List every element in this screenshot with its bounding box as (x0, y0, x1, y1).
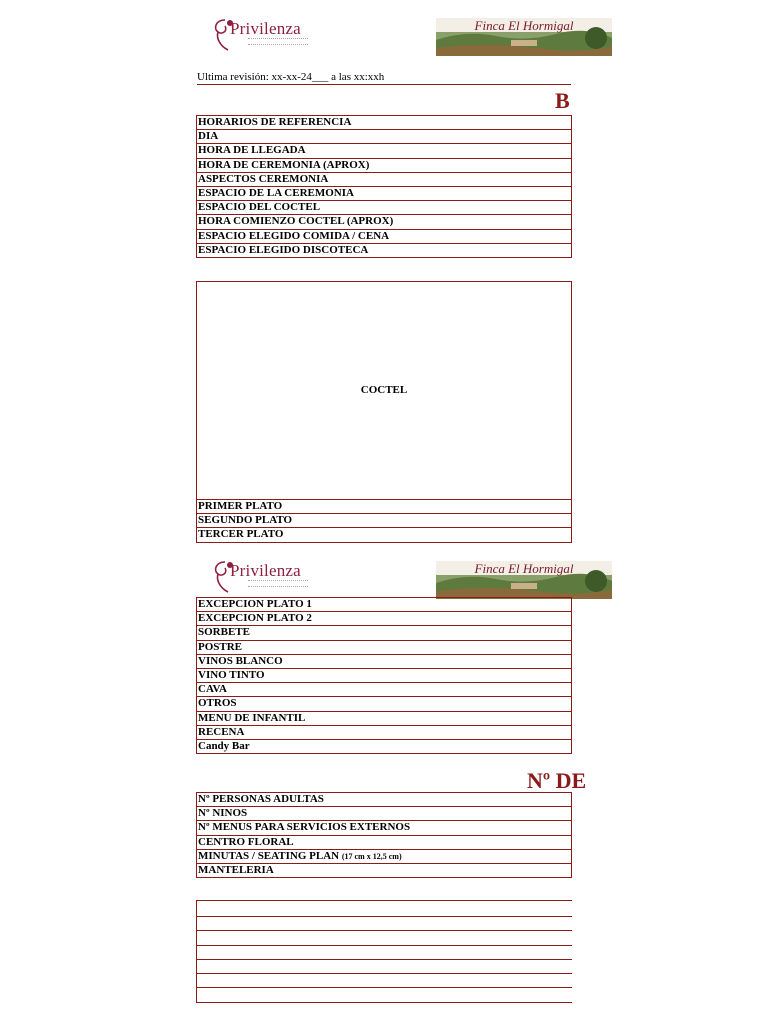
table-row: VINO TINTO (197, 669, 571, 683)
table-row: RECENA (197, 726, 571, 740)
table-row: PRIMER PLATO (197, 500, 571, 514)
empty-line (196, 973, 572, 987)
finca-logo-title: Finca El Hormigal (474, 18, 574, 33)
finca-logo (436, 18, 612, 56)
section-heading-nde: Nº DE (527, 768, 587, 793)
table-row: DIA (197, 130, 571, 144)
empty-line (196, 900, 572, 916)
finca-logo-2 (436, 561, 612, 599)
empty-line (196, 945, 572, 959)
empty-line (196, 1002, 572, 1003)
empty-line (196, 930, 572, 944)
menu-table (196, 597, 572, 754)
table-row: CENTRO FLORAL (197, 836, 571, 850)
table-row: ESPACIO ELEGIDO COMIDA / CENA (197, 230, 571, 244)
privilenza-tagline (248, 580, 308, 587)
table-row: HORA DE LLEGADA (197, 144, 571, 158)
table-row: MENU DE INFANTIL (197, 712, 571, 726)
table-row: POSTRE (197, 641, 571, 655)
table-row: HORA DE CEREMONIA (APROX) (197, 159, 571, 173)
privilenza-tagline (248, 38, 308, 45)
table-row: TERCER PLATO (198, 528, 284, 541)
horarios-table (196, 115, 572, 258)
table-row: ESPACIO ELEGIDO DISCOTECA (198, 243, 369, 256)
privilenza-logo (210, 16, 325, 56)
table-row: HORA COMIENZO COCTEL (APROX) (197, 215, 571, 229)
table-row: HORARIOS DE REFERENCIA (197, 116, 571, 130)
table-row: MANTELERIA (198, 863, 274, 876)
empty-line (196, 959, 572, 973)
table-row: CAVA (197, 683, 571, 697)
table-row: ESPACIO DE LA CEREMONIA (197, 187, 571, 201)
privilenza-logo-2 (210, 558, 325, 598)
table-row: OTROS (197, 697, 571, 711)
table-row: ESPACIO DEL COCTEL (197, 201, 571, 215)
table-row: ASPECTOS CEREMONIA (197, 173, 571, 187)
table-row: Candy Bar (198, 739, 250, 752)
table-row: EXCEPCION PLATO 2 (197, 612, 571, 626)
platos-table (196, 499, 572, 543)
table-row: SEGUNDO PLATO (197, 514, 571, 528)
minutas-label: MINUTAS / SEATING PLAN (198, 849, 342, 862)
table-row: Nº MENUS PARA SERVICIOS EXTERNOS (197, 821, 571, 835)
empty-line (196, 916, 572, 930)
minutas-size: (17 cm x 12,5 cm) (341, 851, 402, 861)
coctel-box (196, 281, 572, 500)
privilenza-name: Privilenza (230, 19, 301, 38)
table-row: VINOS BLANCO (197, 655, 571, 669)
privilenza-name: Privilenza (230, 561, 301, 580)
empty-lines-table (196, 900, 572, 1003)
table-row: Nº NINOS (197, 807, 571, 821)
table-row (197, 850, 571, 864)
table-row: Nº PERSONAS ADULTAS (197, 793, 571, 807)
coctel-label: COCTEL (360, 384, 408, 396)
finca-logo-title: Finca El Hormigal (474, 561, 574, 576)
table-row: EXCEPCION PLATO 1 (197, 598, 571, 612)
revision-line: Ultima revisión: xx-xx-24___ a las xx:xxh (197, 70, 571, 85)
personas-table (196, 792, 572, 878)
table-row: SORBETE (197, 626, 571, 640)
empty-line (196, 987, 572, 1001)
section-heading-b: B (555, 88, 570, 113)
